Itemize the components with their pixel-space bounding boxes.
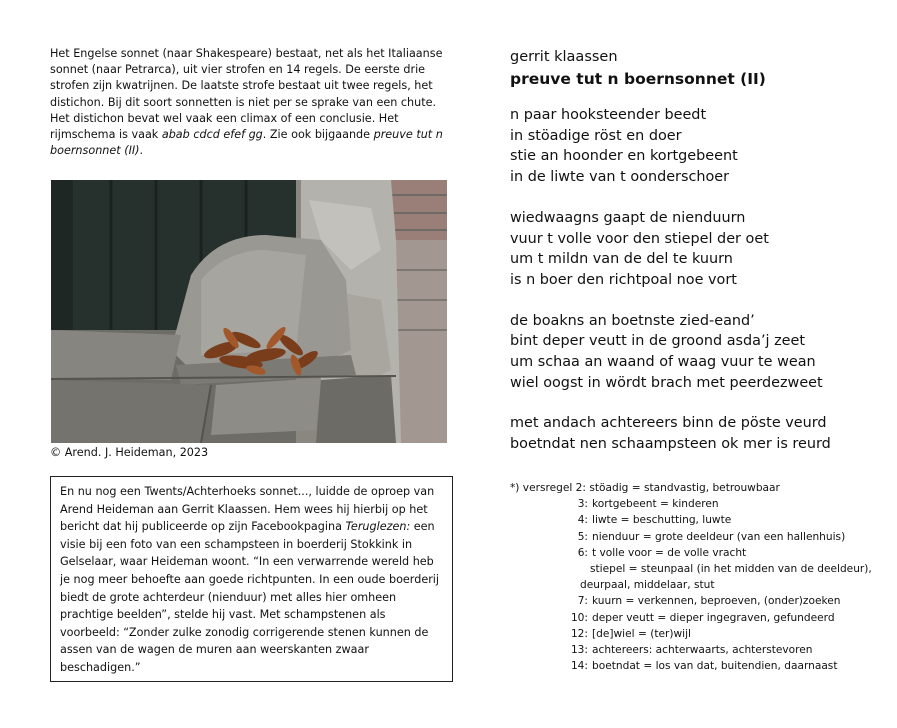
note-line: 4: liwte = beschutting, luwte: [577, 514, 732, 527]
note-line: 13: achtereers: achterwaarts, achterstevoren: [570, 644, 813, 657]
note-line: *) versregel 2: stöadig = standvastig, betrouwbaar: [510, 482, 780, 494]
poem-line: de boakns an boetnste zied-eand’: [510, 312, 755, 329]
poem-line: met andach achtereers binn de pöste veurd: [510, 415, 827, 432]
boxed-article-text: En nu nog een Twents/Achterhoeks sonnet..., luidde de oproep van Arend Heideman aan Gerrit Klaassen. Hem wees hij hierbij op het bericht dat hij publiceerde op zijn Facebookpagina Teruglezen: een visie bij een foto van een schampsteen in boerderij Stokkink in Gelselaar, waar Heideman woont. “In een verwarrende wereld heb je nog meer behoefte aan goede richtpunten. In een oude boerderij biedt de grote achterdeur (nienduur) met alles hier omheen prachtige beelden”, stelde hij vast. Met schampstenen als voorbeeld: “Zonder zulke zonodig corrigerende stenen kunnen de assen van de wagen de muren aan weerskanten zwaar beschadigen.”: [50, 476, 453, 682]
note-line: 5: nienduur = grote deeldeur (van een hallenhuis): [577, 530, 846, 543]
poem-line: wiedwaagns gaapt de nienduurn: [510, 209, 746, 226]
note-line: 14: boetndat = los van dat, buitendien, daarnaast: [570, 660, 838, 673]
notes-lead: *) versregel: [510, 482, 573, 494]
poem-line: n paar hooksteender beedt: [510, 107, 707, 123]
poem-line: is n boer den richtpoal noe vort: [510, 271, 737, 288]
poem: [510, 46, 890, 455]
poem-line: bint deper veutt in de groond asda’j zeet: [510, 333, 806, 350]
poem-stanza: [510, 311, 890, 394]
intro-paragraph: Het Engelse sonnet (naar Shakespeare) bestaat, net als het Italiaanse sonnet (naar Petrarca), uit vier strofen en 14 regels. De eerste drie strofen zijn kwatrijnen. De laatste strofe bestaat uit twee regels, het distichon. Bij dit soort sonnetten is niet per se sprake van een chute. Het distichon bevat wel vaak een climax of een conclusie. Het rijmschema is vaak abab cdcd efef gg. Zie ook bijgaande preuve tut n boernsonnet (II).: [50, 47, 443, 158]
note-line: 7: kuurn = verkennen, beproeven, (onder)zoeken: [577, 595, 841, 608]
verse-notes: [510, 480, 890, 674]
note-line: 10: deper veutt = dieper ingegraven, gefundeerd: [570, 611, 835, 624]
poem-line: in de liwte van t oonderschoer: [510, 169, 730, 186]
note-continuation: deurpaal, middelaar, stut: [580, 579, 715, 592]
note-line: 12: [de]wiel = (ter)wijl: [570, 627, 691, 640]
poem-line: stie an hoonder en kortgebeent: [510, 148, 738, 165]
poem-stanza: [510, 208, 890, 291]
poem-line: um schaa an waand of waag vuur te wean: [510, 354, 816, 371]
poem-line: vuur t volle voor den stiepel der oet: [510, 230, 769, 247]
poem-line: wiel oogst in wördt brach met peerdezweet: [510, 374, 823, 391]
note-line: 6: t volle voor = de volle vracht: [577, 546, 747, 559]
poem-author: gerrit klaassen: [510, 49, 618, 65]
poem-title: preuve tut n boernsonnet (II): [510, 70, 766, 88]
note-continuation: stiepel = steunpaal (in het midden van de deeldeur),: [590, 563, 872, 576]
schampsteen-photo: [51, 180, 447, 443]
note-line: 3: kortgebeent = kinderen: [577, 498, 719, 511]
photo-caption: © Arend. J. Heideman, 2023: [50, 446, 209, 459]
poem-stanza: [510, 105, 890, 188]
poem-line: in stöadige röst en doer: [510, 127, 682, 144]
poem-stanza: [510, 413, 890, 454]
poem-line: boetndat nen schaampsteen ok mer is reurd: [510, 436, 831, 453]
poem-line: um t mildn van de del te kuurn: [510, 251, 733, 268]
